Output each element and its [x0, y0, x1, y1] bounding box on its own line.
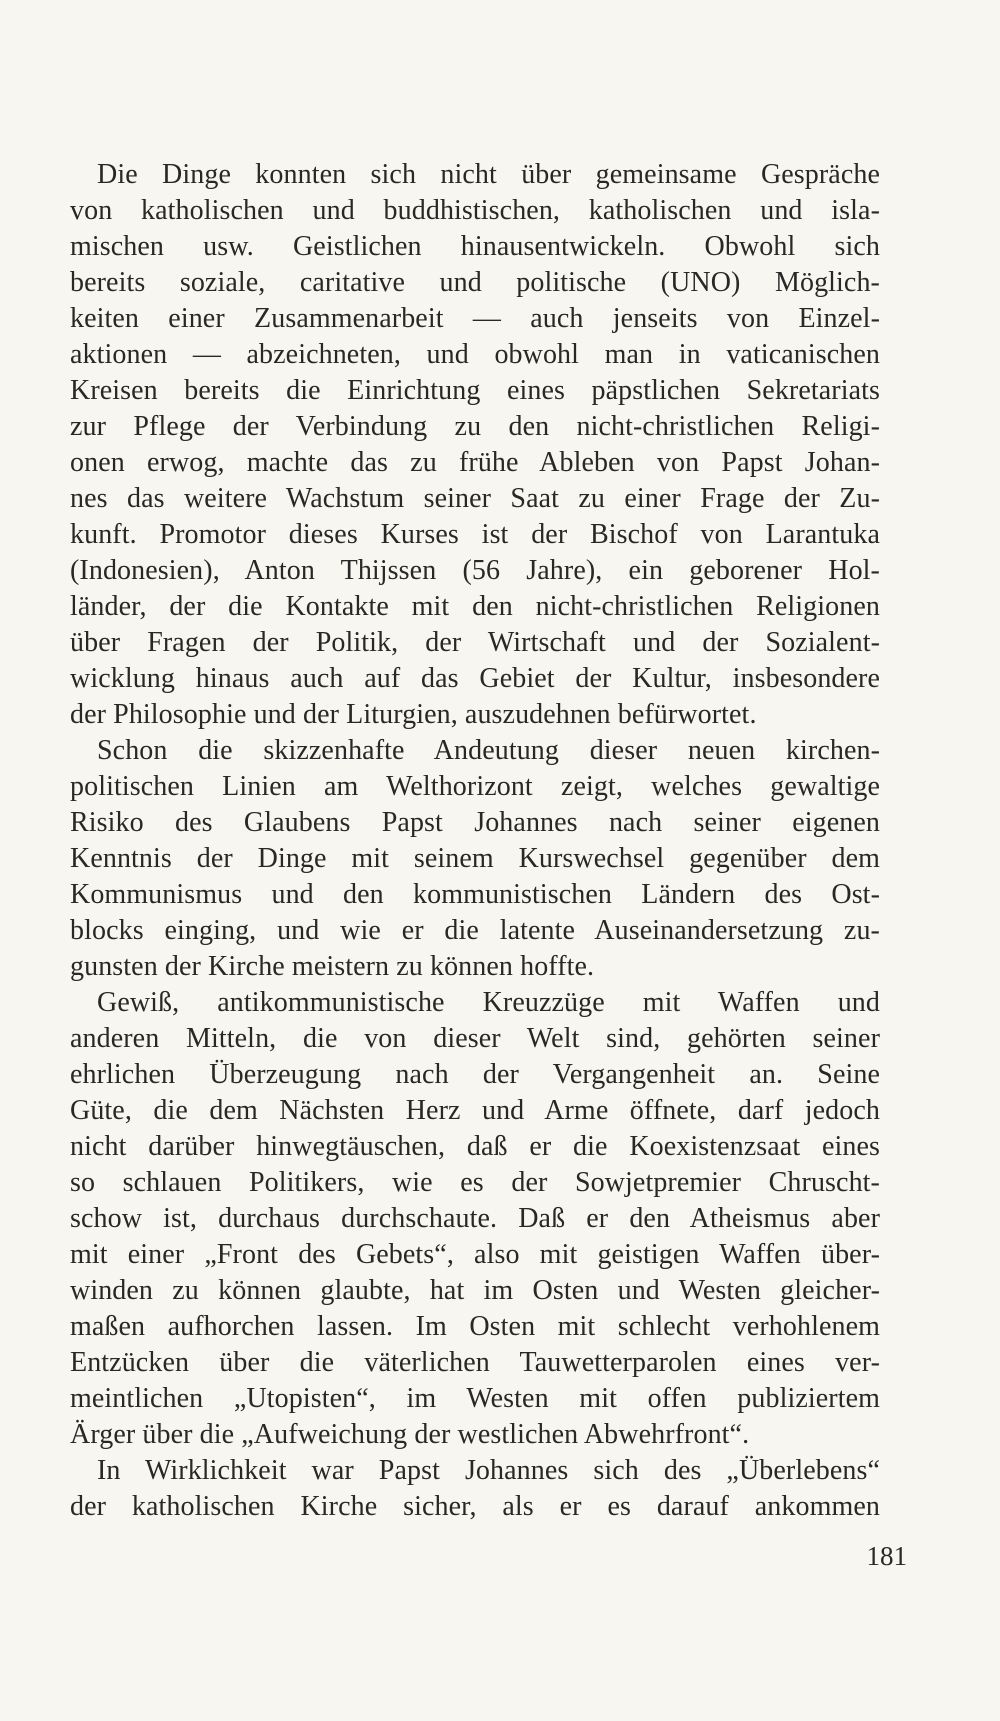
text-line: nicht darüber hinwegtäuschen, daß er die Koexistenzsaat eines — [70, 1131, 880, 1162]
text-line: Ärger über die „Aufweichung der westlichen Abwehrfront“. — [70, 1419, 750, 1450]
text-line: keiten einer Zusammenarbeit — auch jenseits von Einzel- — [70, 303, 880, 334]
text-line: über Fragen der Politik, der Wirtschaft und der Sozialent- — [70, 627, 880, 658]
text-line: länder, der die Kontakte mit den nicht-christlichen Religionen — [70, 591, 880, 622]
text-line: Kenntnis der Dinge mit seinem Kurswechsel gegenüber dem — [70, 843, 880, 874]
text-line: ehrlichen Überzeugung nach der Vergangenheit an. Seine — [70, 1059, 880, 1090]
text-line: so schlauen Politikers, wie es der Sowjetpremier Chruscht- — [70, 1167, 880, 1198]
text-line: anderen Mitteln, die von dieser Welt sind, gehörten seiner — [70, 1023, 880, 1054]
text-line: maßen aufhorchen lassen. Im Osten mit schlecht verhohlenem — [70, 1311, 880, 1342]
text-line: politischen Linien am Welthorizont zeigt, welches gewaltige — [70, 771, 880, 802]
text-line: aktionen — abzeichneten, und obwohl man in vaticanischen — [70, 339, 880, 370]
text-line: wicklung hinaus auch auf das Gebiet der Kultur, insbesondere — [70, 663, 880, 694]
paragraph-first-line: Die Dinge konnten sich nicht über gemeinsame Gespräche — [97, 159, 880, 190]
text-line: von katholischen und buddhistischen, katholischen und isla- — [70, 195, 880, 226]
page-number: 181 — [866, 1541, 907, 1571]
paragraph-first-line: Gewiß, antikommunistische Kreuzzüge mit Waffen und — [97, 987, 880, 1018]
text-line: der katholischen Kirche sicher, als er es darauf ankommen — [70, 1491, 880, 1522]
text-line: meintlichen „Utopisten“, im Westen mit offen publiziertem — [70, 1383, 880, 1414]
paragraph-first-line: In Wirklichkeit war Papst Johannes sich des „Überlebens“ — [97, 1455, 880, 1486]
text-line: gunsten der Kirche meistern zu können hoffte. — [70, 951, 595, 982]
text-line: Risiko des Glaubens Papst Johannes nach seiner eigenen — [70, 807, 880, 838]
text-line: (Indonesien), Anton Thijssen (56 Jahre), ein geborener Hol- — [70, 555, 880, 586]
text-line: onen erwog, machte das zu frühe Ableben von Papst Johan- — [70, 447, 880, 478]
text-line: Güte, die dem Nächsten Herz und Arme öffnete, darf jedoch — [70, 1095, 880, 1126]
text-line: schow ist, durchaus durchschaute. Daß er den Atheismus aber — [70, 1203, 880, 1234]
text-line: der Philosophie und der Liturgien, auszudehnen befürwortet. — [70, 699, 757, 730]
text-line: zur Pflege der Verbindung zu den nicht-christlichen Religi- — [70, 411, 880, 442]
body-text — [70, 157, 880, 1525]
text-line: bereits soziale, caritative und politische (UNO) Möglich- — [70, 267, 880, 298]
text-line: blocks einging, und wie er die latente Auseinandersetzung zu- — [70, 915, 880, 946]
paragraph-first-line: Schon die skizzenhafte Andeutung dieser neuen kirchen- — [97, 735, 880, 766]
text-line: Kommunismus und den kommunistischen Ländern des Ost- — [70, 879, 880, 910]
text-line: Entzücken über die väterlichen Tauwetterparolen eines ver- — [70, 1347, 880, 1378]
text-line: nes das weitere Wachstum seiner Saat zu einer Frage der Zu- — [70, 483, 880, 514]
text-line: kunft. Promotor dieses Kurses ist der Bischof von Larantuka — [70, 519, 880, 550]
text-line: mit einer „Front des Gebets“, also mit geistigen Waffen über- — [70, 1239, 880, 1270]
text-line: mischen usw. Geistlichen hinausentwickeln. Obwohl sich — [70, 231, 880, 262]
text-line: winden zu können glaubte, hat im Osten und Westen gleicher- — [70, 1275, 880, 1306]
text-line: Kreisen bereits die Einrichtung eines päpstlichen Sekretariats — [70, 375, 880, 406]
